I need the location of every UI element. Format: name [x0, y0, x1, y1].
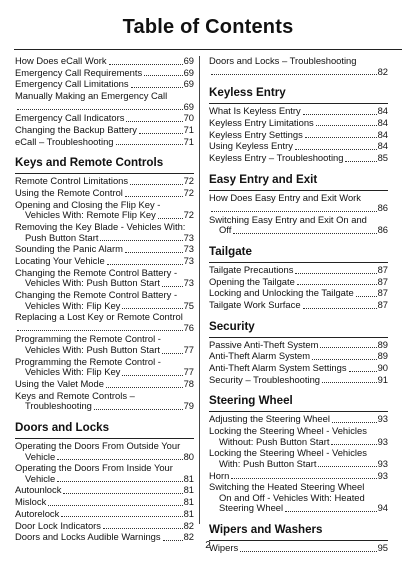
toc-entry-page: 82 — [377, 65, 388, 77]
toc-list — [209, 193, 388, 236]
toc-entry-page: 94 — [377, 502, 388, 514]
toc-entry-page: 71 — [183, 124, 194, 136]
toc-entry[interactable] — [209, 288, 388, 299]
dot-leader — [316, 125, 377, 126]
toc-entry-title: Emergency Call Indicators — [15, 112, 125, 124]
toc-entry-page: 87 — [377, 275, 388, 287]
toc-list — [15, 56, 194, 147]
dot-leader — [295, 273, 376, 274]
toc-list — [209, 56, 388, 77]
dot-leader — [130, 184, 182, 185]
toc-entry-page: 93 — [377, 469, 388, 481]
toc-entry-title: Programming the Remote Control - — [15, 355, 161, 367]
toc-entry[interactable] — [15, 485, 194, 496]
toc-entry-page: 73 — [183, 231, 194, 243]
toc-entry[interactable] — [209, 375, 388, 386]
section-rule — [209, 262, 388, 263]
toc-entry-title-continued: Vehicle — [25, 450, 56, 462]
toc-entry-page: 86 — [377, 202, 388, 214]
dot-leader — [162, 286, 183, 287]
toc-entry-title: Keys and Remote Controls – — [15, 389, 135, 401]
dot-leader — [122, 308, 182, 309]
toc-entry-line — [209, 437, 388, 448]
toc-entry-title: Mislock — [15, 496, 47, 508]
dot-leader — [295, 149, 377, 150]
section-heading-steering-wheel: Steering Wheel — [209, 394, 293, 408]
toc-entry-title: Keyless Entry Limitations — [209, 116, 314, 128]
toc-entry-line — [209, 503, 388, 514]
toc-entry-page: 89 — [377, 350, 388, 362]
dot-leader — [131, 87, 183, 88]
toc-entry[interactable] — [15, 268, 194, 289]
dot-leader — [106, 387, 183, 388]
toc-entry-title: How Does Easy Entry and Exit Work — [209, 191, 361, 203]
toc-entry[interactable] — [209, 471, 388, 482]
toc-entry-line — [15, 102, 194, 113]
toc-entry-page: 81 — [183, 496, 194, 508]
toc-entry-title: Anti-Theft Alarm System Settings — [209, 362, 347, 374]
toc-entry[interactable] — [15, 379, 194, 390]
toc-entry-title: Wipers — [209, 542, 239, 554]
dot-leader — [116, 144, 183, 145]
dot-leader — [162, 353, 183, 354]
toc-entry-line — [15, 210, 194, 221]
toc-entry-title: Switching the Heated Steering Wheel — [209, 481, 365, 493]
section-rule — [15, 438, 194, 439]
toc-entry-title: Emergency Call Requirements — [15, 66, 143, 78]
title-divider — [14, 49, 402, 50]
toc-entry-title: Operating the Doors From Inside Your — [15, 462, 173, 474]
toc-entry-page: 73 — [183, 254, 194, 266]
toc-entry[interactable] — [15, 137, 194, 148]
toc-entry[interactable] — [15, 357, 194, 378]
toc-entry-line — [209, 203, 388, 214]
toc-entry-page: 86 — [377, 224, 388, 236]
toc-entry-title: What Is Keyless Entry — [209, 105, 301, 117]
toc-entry-title: Changing the Remote Control Battery - — [15, 288, 178, 300]
dot-leader — [345, 161, 376, 162]
toc-entry-title: Using the Remote Control — [15, 187, 123, 198]
dot-leader — [305, 137, 377, 138]
toc-entry[interactable] — [209, 141, 388, 152]
toc-entry[interactable] — [209, 118, 388, 129]
toc-entry-title-continued: Vehicles With: Push Button Start — [25, 277, 160, 289]
dot-leader — [349, 371, 377, 372]
section-heading-keyless-entry: Keyless Entry — [209, 86, 286, 100]
toc-entry-title-continued: Vehicles With: Flip Key — [25, 366, 121, 378]
page-title: Table of Contents — [122, 16, 294, 38]
dot-leader — [233, 233, 376, 234]
toc-list — [15, 176, 194, 412]
toc-entry-page: 93 — [377, 457, 388, 469]
dot-leader — [125, 252, 183, 253]
toc-entry-page: 69 — [183, 55, 194, 66]
toc-entry-title: Opening the Tailgate — [209, 275, 295, 287]
dot-leader — [100, 240, 182, 241]
toc-entry-line — [15, 323, 194, 334]
toc-entry-title-continued: Vehicles With: Remote Flip Key — [25, 209, 156, 221]
toc-entry-page: 72 — [183, 209, 194, 221]
dot-leader — [17, 330, 183, 331]
toc-entry-title: Passive Anti-Theft System — [209, 338, 319, 350]
toc-entry[interactable] — [15, 256, 194, 267]
toc-entry-line — [15, 301, 194, 312]
toc-entry-title-continued: Off — [219, 224, 232, 236]
toc-entry-title: Tailgate Work Surface — [209, 299, 301, 311]
toc-entry[interactable] — [209, 363, 388, 374]
toc-entry-page: 85 — [377, 151, 388, 163]
dot-leader — [322, 382, 377, 383]
toc-entry-page: 69 — [183, 78, 194, 90]
toc-entry-page: 71 — [183, 135, 194, 147]
column-divider — [199, 56, 200, 524]
toc-entry-title: Security – Troubleshooting — [209, 373, 321, 385]
dot-leader — [231, 478, 376, 479]
dot-leader — [17, 109, 183, 110]
toc-entry[interactable] — [209, 56, 388, 77]
toc-column-right — [209, 56, 388, 555]
toc-entry-title-continued: On and Off - Vehicles With: Heated — [219, 491, 365, 503]
toc-entry[interactable] — [15, 497, 194, 508]
toc-entry-page: 72 — [183, 187, 194, 198]
toc-entry[interactable] — [15, 79, 194, 90]
toc-entry-page: 78 — [183, 378, 194, 390]
toc-entry-page: 84 — [377, 128, 388, 140]
toc-entry[interactable] — [15, 222, 194, 243]
toc-entry[interactable] — [209, 426, 388, 447]
dot-leader — [63, 493, 182, 494]
toc-entry-page: 89 — [377, 338, 388, 350]
toc-list — [15, 441, 194, 543]
dot-leader — [318, 466, 376, 467]
toc-entry[interactable] — [209, 414, 388, 425]
dot-leader — [103, 528, 183, 529]
dot-leader — [126, 121, 182, 122]
toc-entry-title: Manually Making an Emergency Call — [15, 90, 168, 102]
toc-entry[interactable] — [15, 334, 194, 355]
toc-entry-page: 90 — [377, 362, 388, 374]
toc-entry[interactable] — [15, 509, 194, 520]
toc-entry[interactable] — [15, 391, 194, 412]
dot-leader — [332, 422, 377, 423]
toc-entry-title: Autorelock — [15, 507, 60, 519]
toc-entry-line — [15, 401, 194, 412]
toc-entry-title: Locating Your Vehicle — [15, 254, 105, 266]
section-heading-easy-entry: Easy Entry and Exit — [209, 172, 318, 186]
toc-entry-line — [209, 459, 388, 470]
toc-entry-title: Programming the Remote Control - — [15, 333, 161, 345]
toc-entry-page: 87 — [377, 264, 388, 275]
dot-leader — [320, 347, 376, 348]
dot-leader — [285, 511, 376, 512]
toc-entry[interactable] — [15, 312, 194, 333]
toc-entry-line — [15, 345, 194, 356]
dot-leader — [303, 114, 377, 115]
toc-entry-title: Keyless Entry – Troubleshooting — [209, 151, 344, 163]
toc-entry[interactable] — [209, 215, 388, 236]
toc-entry-page: 69 — [183, 100, 194, 112]
section-heading-tailgate: Tailgate — [209, 245, 252, 258]
toc-entry-page: 93 — [377, 435, 388, 447]
toc-entry-page: 77 — [183, 344, 194, 356]
toc-entry-line — [209, 225, 388, 236]
toc-entry[interactable] — [209, 130, 388, 141]
toc-entry-title: Emergency Call Limitations — [15, 78, 129, 90]
toc-entry-page: 75 — [183, 299, 194, 311]
toc-entry-title-continued: Steering Wheel — [219, 502, 284, 514]
dot-leader — [109, 64, 183, 65]
toc-entry[interactable] — [209, 340, 388, 351]
toc-entry-title: Locking the Steering Wheel - Vehicles — [209, 447, 367, 459]
toc-entry-title: Using the Valet Mode — [15, 378, 104, 390]
toc-entry-page: 84 — [377, 140, 388, 152]
dot-leader — [57, 481, 182, 482]
toc-entry[interactable] — [15, 200, 194, 221]
section-heading-doors-locks: Doors and Locks — [15, 420, 110, 434]
toc-entry-title: Opening and Closing the Flip Key - — [15, 198, 161, 210]
toc-entry-title: Remote Control Limitations — [15, 175, 129, 187]
toc-entry-title: Autounlock — [15, 484, 62, 496]
toc-entry-title: Locking the Steering Wheel - Vehicles — [209, 425, 367, 436]
dot-leader — [331, 444, 376, 445]
toc-entry-title: Horn — [209, 469, 230, 481]
toc-entry[interactable] — [15, 56, 194, 67]
toc-entry-title: Changing the Backup Battery — [15, 124, 137, 136]
toc-entry-page: 91 — [377, 373, 388, 385]
toc-entry-title: Sounding the Panic Alarm — [15, 243, 123, 255]
toc-entry[interactable] — [209, 153, 388, 164]
toc-entry-line — [15, 367, 194, 378]
toc-entry-title: Replacing a Lost Key or Remote Control — [15, 311, 183, 323]
toc-entry-title: Operating the Doors From Outside Your — [15, 439, 181, 451]
toc-entry-title: Keyless Entry Settings — [209, 128, 303, 140]
toc-entry-title-continued: Push Button Start — [25, 231, 99, 243]
toc-entry-title: How Does eCall Work — [15, 55, 107, 66]
toc-entry-page: 81 — [183, 507, 194, 519]
toc-entry[interactable] — [209, 351, 388, 362]
toc-column-left — [15, 56, 194, 544]
section-heading-keys-remote: Keys and Remote Controls — [15, 156, 164, 170]
toc-entry-title: Changing the Remote Control Battery - — [15, 266, 178, 278]
toc-entry-title-continued: Vehicle — [25, 472, 56, 484]
dot-leader — [356, 296, 377, 297]
toc-entry-title: Doors and Locks – Troubleshooting — [209, 55, 357, 66]
toc-entry-title: Doors and Locks Audible Warnings — [15, 531, 161, 543]
section-rule — [209, 337, 388, 338]
toc-entry-page: 72 — [183, 175, 194, 187]
toc-entry-page: 77 — [183, 366, 194, 378]
toc-entry-page: 95 — [377, 542, 388, 554]
toc-entry-page: 84 — [377, 105, 388, 117]
dot-leader — [48, 505, 182, 506]
toc-entry[interactable] — [15, 290, 194, 311]
toc-entry[interactable] — [15, 125, 194, 136]
toc-entry-title: Tailgate Precautions — [209, 264, 294, 275]
toc-entry[interactable] — [15, 441, 194, 462]
section-rule — [209, 190, 388, 191]
toc-entry-title: Adjusting the Steering Wheel — [209, 413, 330, 425]
toc-entry-title-continued: Troubleshooting — [25, 400, 92, 412]
toc-entry[interactable] — [15, 463, 194, 484]
toc-list — [209, 106, 388, 163]
dot-leader — [303, 308, 377, 309]
dot-leader — [144, 75, 182, 76]
toc-entry[interactable] — [209, 193, 388, 214]
section-heading-security: Security — [209, 319, 255, 333]
toc-entry-title: Door Lock Indicators — [15, 519, 101, 531]
toc-entry[interactable] — [15, 521, 194, 532]
toc-entry-title-continued: Without: Push Button Start — [219, 435, 330, 447]
toc-entry-page: 69 — [183, 66, 194, 78]
section-rule — [209, 103, 388, 104]
toc-entry-line — [15, 452, 194, 463]
toc-entry-page: 82 — [183, 531, 194, 543]
dot-leader — [211, 211, 377, 212]
toc-entry[interactable] — [15, 244, 194, 255]
dot-leader — [57, 459, 182, 460]
section-heading-wipers-washers: Wipers and Washers — [209, 523, 323, 537]
toc-list — [209, 265, 388, 311]
toc-entry-title: Locking and Unlocking the Tailgate — [209, 287, 354, 299]
dot-leader — [61, 516, 182, 517]
toc-entry-title: eCall – Troubleshooting — [15, 135, 114, 147]
section-rule — [15, 173, 194, 174]
dot-leader — [107, 264, 183, 265]
toc-entry-title: Removing the Key Blade - Vehicles With: — [15, 220, 186, 232]
toc-entry-page: 79 — [183, 400, 194, 412]
toc-entry-line — [15, 233, 194, 244]
dot-leader — [122, 375, 182, 376]
toc-entry-title: Anti-Theft Alarm System — [209, 350, 311, 362]
toc-entry[interactable] — [209, 482, 388, 514]
toc-entry[interactable] — [209, 300, 388, 311]
toc-entry-line — [15, 474, 194, 485]
dot-leader — [211, 74, 377, 75]
toc-entry-page: 73 — [183, 277, 194, 289]
toc-entry[interactable] — [15, 113, 194, 124]
toc-list — [209, 340, 388, 386]
toc-entry[interactable] — [209, 277, 388, 288]
dot-leader — [94, 409, 183, 410]
toc-entry-page: 87 — [377, 299, 388, 311]
toc-entry-page: 76 — [183, 321, 194, 333]
dot-leader — [125, 196, 183, 197]
toc-entry-title: Switching Easy Entry and Exit On and — [209, 213, 367, 225]
toc-entry-page: 73 — [183, 243, 194, 255]
toc-entry-title-continued: Vehicles With: Push Button Start — [25, 344, 160, 356]
toc-entry-title: Using Keyless Entry — [209, 140, 293, 152]
toc-entry[interactable] — [209, 448, 388, 469]
dot-leader — [297, 284, 377, 285]
toc-entry-page: 87 — [377, 287, 388, 299]
toc-entry-page: 84 — [377, 116, 388, 128]
dot-leader — [158, 218, 183, 219]
toc-entry[interactable] — [15, 176, 194, 187]
dot-leader — [312, 359, 376, 360]
toc-entry[interactable] — [209, 106, 388, 117]
toc-entry-page: 93 — [377, 413, 388, 425]
toc-entry-line — [15, 278, 194, 289]
toc-entry-title-continued: With: Push Button Start — [219, 457, 317, 469]
toc-list — [209, 414, 388, 514]
page-number: 2 — [205, 540, 211, 551]
toc-entry[interactable] — [15, 68, 194, 79]
toc-entry[interactable] — [15, 91, 194, 112]
toc-entry-page: 82 — [183, 519, 194, 531]
toc-entry[interactable] — [15, 188, 194, 199]
toc-entry-page: 70 — [183, 112, 194, 124]
toc-entry-page: 80 — [183, 450, 194, 462]
section-rule — [209, 411, 388, 412]
toc-entry[interactable] — [209, 265, 388, 276]
toc-entry-line — [209, 67, 388, 78]
dot-leader — [139, 133, 183, 134]
toc-entry-title-continued: Vehicles With: Flip Key — [25, 299, 121, 311]
toc-entry-page: 81 — [183, 484, 194, 496]
toc-entry-page: 81 — [183, 472, 194, 484]
